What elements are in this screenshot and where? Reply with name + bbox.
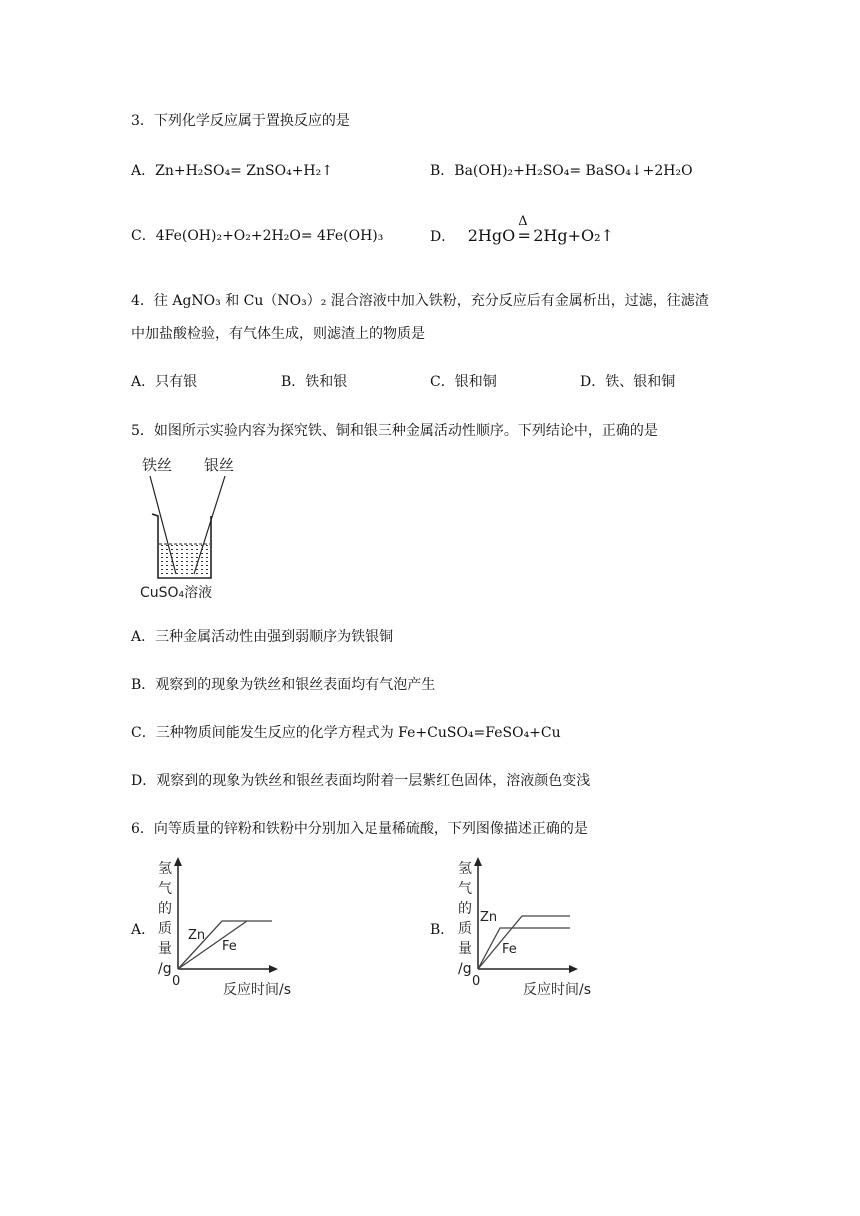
graph-b-x-arrow	[569, 965, 578, 973]
svg-text:质: 质	[158, 921, 172, 937]
svg-text:/g: /g	[458, 961, 472, 977]
q3-stem: 3．下列化学反应属于置换反应的是	[131, 113, 350, 129]
q3-option-d	[430, 214, 614, 247]
svg-text:的: 的	[158, 901, 172, 917]
q4-option-a: A．只有银	[131, 374, 198, 390]
graph-b-y-arrow	[474, 857, 482, 866]
graph-b-svg	[450, 855, 620, 1000]
graph-b	[450, 855, 620, 1000]
q5-stem: 5．如图所示实验内容为探究铁、铜和银三种金属活动性顺序。下列结论中，正确的是	[131, 423, 658, 439]
svg-text:气: 气	[458, 881, 472, 897]
q3-option-b: B．Ba(OH)₂+H₂SO₄= BaSO₄↓+2H₂O	[430, 163, 693, 179]
graph-a-ylabel	[158, 861, 172, 977]
q5-option-c: C．三种物质间能发生反应的化学方程式为 Fe+CuSO₄=FeSO₄+Cu	[131, 725, 561, 741]
graph-a-zn-label: Zn	[188, 928, 206, 943]
q5-option-d: D．观察到的现象为铁丝和银丝表面均附着一层紫红色固体，溶液颜色变浅	[131, 773, 591, 789]
beaker-figure	[130, 452, 250, 607]
q3-option-d-reactant: 2HgO	[467, 226, 516, 245]
graph-b-fe-label: Fe	[502, 942, 517, 957]
svg-text:氢: 氢	[158, 861, 172, 877]
graph-b-ylabel	[458, 861, 472, 977]
q6-option-b: B．	[430, 922, 455, 938]
svg-text:/g: /g	[158, 961, 172, 977]
q6-stem: 6．向等质量的锌粉和铁粉中分别加入足量稀硫酸，下列图像描述正确的是	[131, 821, 588, 837]
svg-text:的: 的	[458, 901, 472, 917]
q3-option-c: C．4Fe(OH)₂+O₂+2H₂O= 4Fe(OH)₃	[131, 228, 384, 244]
q4-option-c: C．银和铜	[430, 374, 497, 390]
graph-a-y-arrow	[174, 857, 182, 866]
q3-option-d-label: D．	[430, 229, 456, 245]
silver-wire-label: 银丝	[204, 456, 235, 474]
graph-a-fe-label: Fe	[222, 939, 237, 954]
heat-delta-symbol: Δ	[518, 214, 528, 229]
graph-b-zn-line	[478, 928, 570, 969]
svg-text:量: 量	[158, 941, 172, 957]
graph-b-zn-label: Zn	[480, 910, 498, 925]
graph-b-xlabel: 反应时间/s	[523, 982, 592, 998]
beaker-diagram	[130, 452, 250, 607]
svg-text:质: 质	[458, 921, 472, 937]
iron-wire-label: 铁丝	[142, 456, 173, 474]
graph-a-x-arrow	[269, 965, 278, 973]
q5-option-b: B．观察到的现象为铁丝和银丝表面均有气泡产生	[131, 677, 436, 693]
graph-b-origin: 0	[472, 974, 481, 989]
svg-text:气: 气	[158, 881, 172, 897]
graph-a	[150, 855, 320, 1000]
q4-option-d: D．铁、银和铜	[580, 374, 676, 390]
graph-a-origin: 0	[172, 974, 181, 989]
q3-option-d-products: 2Hg+O₂↑	[533, 226, 614, 245]
svg-text:量: 量	[458, 941, 472, 957]
q4-stem-line1: 4．往 AgNO₃ 和 Cu（NO₃）₂ 混合溶液中加入铁粉，充分反应后有金属析出，过滤，往滤渣	[131, 293, 709, 309]
q3-option-d-reaction-sign: Δ =	[517, 214, 531, 245]
q6-option-a: A．	[131, 922, 156, 938]
q4-stem-line2: 中加盐酸检验，有气体生成，则滤渣上的物质是	[131, 326, 425, 342]
q5-option-a: A．三种金属活动性由强到弱顺序为铁银铜	[131, 629, 394, 645]
graph-a-xlabel: 反应时间/s	[223, 982, 292, 998]
q3-option-a: A．Zn+H₂SO₄= ZnSO₄+H₂↑	[131, 163, 333, 179]
solution-label: CuSO₄溶液	[140, 585, 213, 601]
q4-option-b: B．铁和银	[281, 374, 348, 390]
svg-text:氢: 氢	[458, 861, 472, 877]
graph-a-svg	[150, 855, 320, 1000]
